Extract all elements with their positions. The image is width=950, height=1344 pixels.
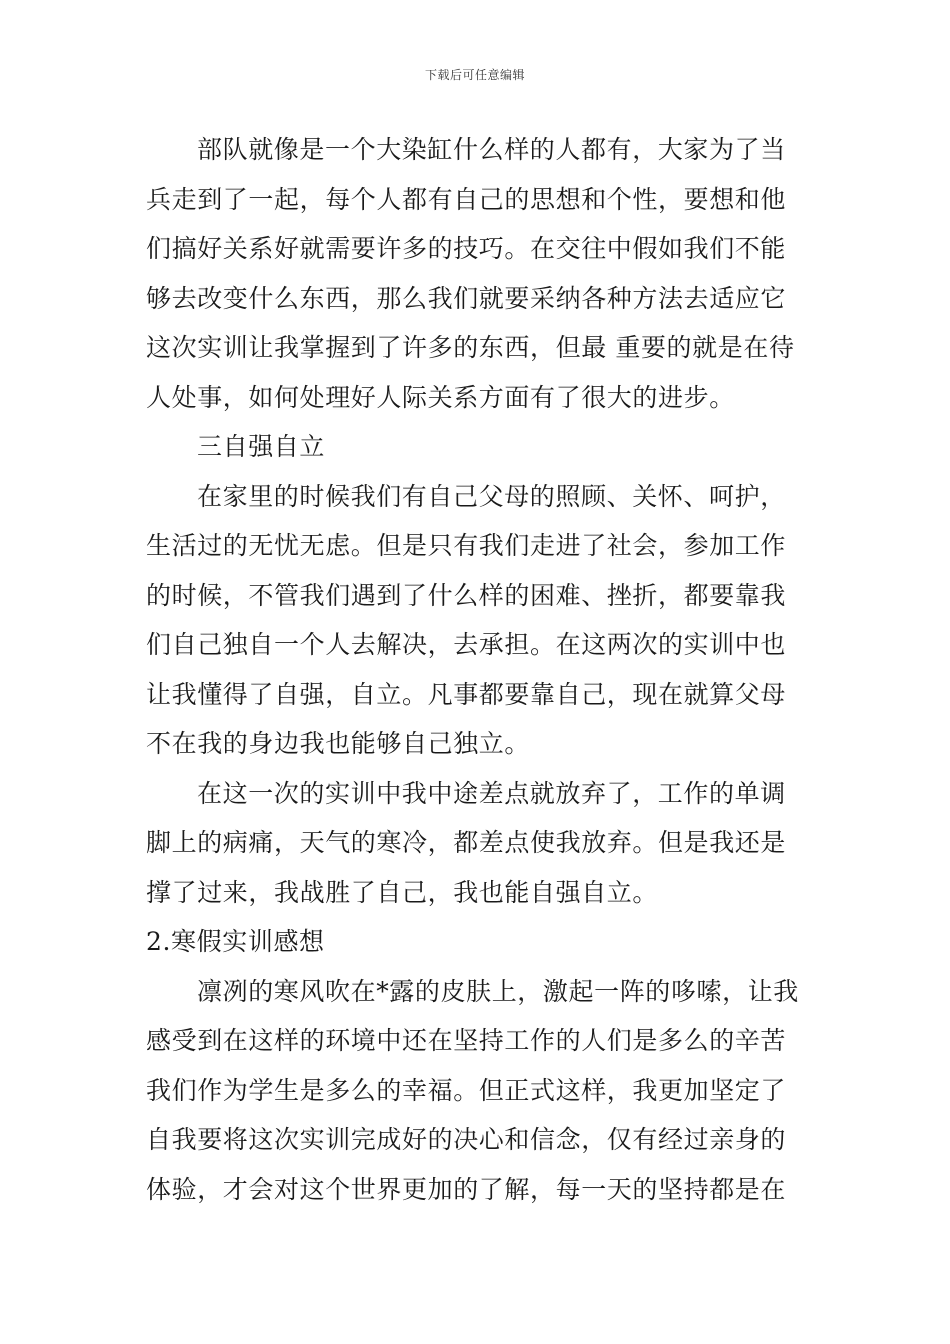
paragraph-line: 够去改变什么东西，那么我们就要采纳各种方法去适应它 [146,283,787,313]
body-text [146,125,806,1214]
paragraph-line: 生活过的无忧无虑。但是只有我们走进了社会，参加工作 [146,531,787,560]
paragraph-line: 部队就像是一个大染缸什么样的人都有，大家为了当 [197,135,786,164]
paragraph-line: 凛冽的寒风吹在*露的皮肤上，激起一阵的哆嗦，让我 [197,976,799,1006]
section-heading: 2.寒假实训感想 [146,927,325,956]
paragraph-line: 体验，才会对这个世界更加的了解，每一天的坚持都是在 [146,1174,787,1204]
section-heading: 三自强自立 [197,432,326,461]
paragraph-line: 这次实训让我掌握到了许多的东西，但最 重要的就是在待 [146,333,795,362]
paragraph-line: 们搞好关系好就需要许多的技巧。在交往中假如我们不能 [146,234,787,263]
paragraph-line: 我们作为学生是多么的幸福。但正式这样，我更加坚定了 [146,1075,787,1105]
paragraph-line: 感受到在这样的环境中还在坚持工作的人们是多么的辛苦 [146,1026,787,1055]
paragraph-line: 在家里的时候我们有自己父母的照顾、关怀、呵护， [197,481,786,511]
paragraph-line: 的时候，不管我们遇到了什么样的困难、挫折，都要靠我 [146,580,787,610]
paragraph-line: 让我懂得了自强，自立。凡事都要靠自己，现在就算父母 [146,679,787,709]
paragraph-line: 兵走到了一起，每个人都有自己的思想和个性，要想和他 [146,184,787,214]
paragraph-line: 在这一次的实训中我中途差点就放弃了，工作的单调 [197,778,786,808]
paragraph-line: 自我要将这次实训完成好的决心和信念，仅有经过亲身的 [146,1125,787,1154]
paragraph-line: 们自己独自一个人去解决，去承担。在这两次的实训中也 [146,630,787,659]
header-note: 下载后可任意编辑 [424,68,525,82]
paragraph-line: 人处事，如何处理好人际关系方面有了很大的进步。 [146,382,735,412]
paragraph-line: 不在我的身边我也能够自己独立。 [146,729,531,758]
paragraph-line: 撑了过来，我战胜了自己，我也能自强自立。 [146,877,659,907]
paragraph-line: 脚上的病痛，天气的寒冷，都差点使我放弃。但是我还是 [146,828,787,857]
